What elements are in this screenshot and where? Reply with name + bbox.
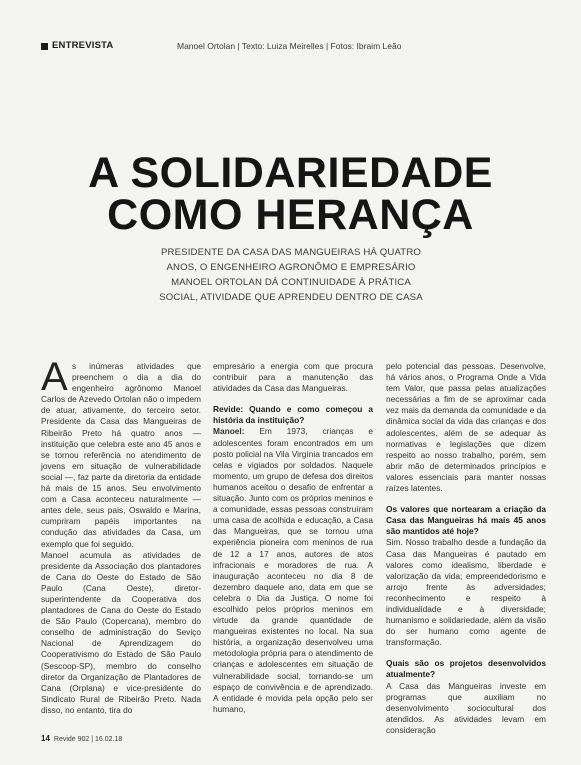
- interview-answer: [213, 426, 373, 714]
- issue-info: Revide 902 | 16.02.18: [53, 736, 123, 743]
- subtitle-line-3: MANOEL ORTOLAN DÁ CONTINUIDADE À PRÁTICA: [171, 277, 411, 288]
- interview-answer: A Casa das Mangueiras investe em programas que auxiliam no desenvolvimento sociocultural dos atendidos. As atividades levam em consideração: [386, 680, 546, 735]
- title-line-2: COMO HERANÇA: [107, 191, 474, 239]
- article-title: [0, 149, 581, 239]
- body-paragraph: empresário a energia com que procura contribuir para a manutenção das atividades da Casa das Mangueiras.: [213, 361, 373, 394]
- drop-cap-letter: A: [41, 355, 68, 399]
- subtitle-line-4: SOCIAL, ATIVIDADE QUE APRENDEU DENTRO DE CASA: [159, 292, 423, 303]
- subtitle-line-2: ANOS, O ENGENHEIRO AGRONÔMO E EMPRESÁRIO: [166, 262, 416, 273]
- body-paragraph: pelo potencial das pessoas. Desenvolve, há vários anos, o Programa Onde a Vida tem Valor, que passa pelas atualizações necessárias a fim de se aproximar cada vez mais da demanda da comunidade e da dinâmica social da vida das crianças e dos adolescentes, além de se adequar às normativas e legislações que dizem respeito ao nosso trabalho, porém, sem abrir mão de determinados princípios e valores essenciais para manter nossas raízes latentes.: [386, 361, 546, 494]
- interview-question: Revide: Quando e como começou a história da instituição?: [213, 404, 373, 426]
- subtitle-line-1: PRESIDENTE DA CASA DAS MANGUEIRAS HÁ QUATRO: [160, 247, 422, 258]
- section-label: ENTREVISTA: [52, 40, 114, 51]
- interview-question: Os valores que nortearam a criação da Casa das Mangueiras há mais 45 anos são mantidos até hoje?: [386, 504, 546, 537]
- text-column-3: [386, 361, 546, 736]
- credits: Manoel Ortolan | Texto: Luiza Meirelles | Fotos: Ibraim Leão: [177, 41, 402, 51]
- answer-speaker: Manoel:: [213, 426, 245, 437]
- page-number: 14: [41, 734, 50, 743]
- intro-paragraph: [41, 355, 201, 550]
- text-column-2: [213, 361, 373, 715]
- title-line-1: A SOLIDARIEDADE: [88, 149, 493, 197]
- drop-cap: [41, 355, 69, 399]
- page-header: [41, 40, 541, 54]
- body-paragraph: Manoel acumula as atividades de presidente da Associação dos plantadores de Cana do Oeste do Estado de São Paulo (Cana Oeste), diretor-superintendente da Cooperativa dos plantadores de Cana do Oeste do Estado de São Paulo (Copercana), membro do conselho de administração do Seviço Nacional de Aprendizagem do Cooperativismo do Estado de São Paulo (Sescoop-SP), membro do conselho diretor da Organização de Plantadores de Cana (Orplana) e vice-presidente do Sindicato Rural de Ribeirão Preto. Nada disso, no entanto, tira do: [41, 549, 201, 715]
- article-subtitle: [150, 245, 432, 305]
- interview-answer: Sim. Nosso trabalho desde a fundação da Casa das Mangueiras é pautado em valores como idealismo, liberdade e valorização da vida; empreendedorismo e arrojo frente às adversidades; reconhecimento e respeito à individualidade e à diversidade; humanismo e solidariedade, além da visão do ser humano como agente de transformação.: [386, 537, 546, 648]
- section-marker-icon: [41, 43, 48, 50]
- answer-text: Em 1973, crianças e adolescentes foram encontrados em um posto policial na Vila Virgínia trancados em celas e vigiados por soldados. Naquele momento, um grupo de defesa dos direitos humanos aceitou o desafio de enfrentar a situação. Junto com os próprios meninos e a comunidade, essas pessoas construíram uma casa de acolhida e educação, a Casa das Mangueiras, que se tornou uma experiência pioneira com meninos de rua de 12 a 17 anos, autores de atos infracionais e moradores de rua. A inauguração aconteceu no dia 8 de dezembro daquele ano, data em que se celebra o Dia da Justiça. O nome foi escolhido pelos próprios meninos em virtude da grande quantidade de mangueiras existentes no local. Na sua história, a organização desenvolveu uma metodologia própria para o atendimento de crianças e adolescentes em situação de vulnerabilidade social, tornando-se um espaço de convivência e de aprendizado. A entidade é movida pela opção pelo ser humano,: [213, 426, 373, 714]
- interview-question: Quais são os projetos desenvolvidos atualmente?: [386, 658, 546, 680]
- intro-text: s inúmeras atividades que preenchem o dia a dia do engenheiro agrônomo Manoel Carlos de Azevedo Ortolan não o impedem de atuar, ativamente, do terceiro setor. Presidente da Casa das Mangueiras de Ribeirão Preto há quatro anos — instituição que celebra este ano 45 anos e se tornou referência no atendimento de jovens em situação de vulnerabilidade social —, faz parte da diretoria da entidade há mais de 15 anos. Seu envolvimento com a Casa aconteceu naturalmente — antes dele, seus pais, Oswaldo e Marina, cumpriram papéis importantes na condução das atividades da Casa, um exemplo que foi seguido.: [41, 361, 201, 549]
- text-column-1: [41, 355, 201, 716]
- page-footer: [41, 734, 122, 743]
